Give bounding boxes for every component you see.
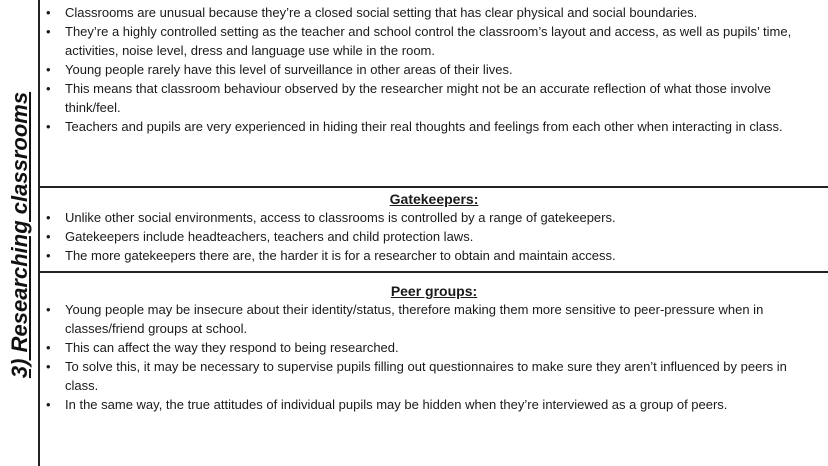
content-area [40, 0, 828, 466]
bullet-item: • Teachers and pupils are very experienced in hiding their real thoughts and feelings from each other when interacting in class. [40, 117, 828, 136]
bullet-item: • Unlike other social environments, access to classrooms is controlled by a range of gatekeepers. [40, 208, 828, 227]
bullet-item: • Young people may be insecure about their identity/status, therefore making them more sensitive to peer-pressure when in classes/friend groups at school. [40, 300, 828, 338]
peer-groups-section [40, 273, 828, 466]
bullet-item: • Classrooms are unusual because they’re a closed social setting that has clear physical and social boundaries. [40, 3, 828, 22]
section-heading: Peer groups: [390, 283, 478, 299]
bullet-item: • They’re a highly controlled setting as the teacher and school control the classroom’s layout and access, as well as pupils’ time, activities, noise level, dress and language use while in the room. [40, 22, 828, 60]
section-heading: Gatekeepers: [389, 191, 479, 207]
bullet-item: • Gatekeepers include headteachers, teachers and child protection laws. [40, 227, 828, 246]
bullet-list [40, 0, 828, 136]
vertical-title: 3) Researching classrooms [7, 91, 32, 379]
bullet-item: • To solve this, it may be necessary to supervise pupils filling out questionnaires to make sure they aren’t influenced by peers in class. [40, 357, 828, 395]
bullet-item: • In the same way, the true attitudes of individual pupils may be hidden when they’re interviewed as a group of peers. [40, 395, 828, 414]
bullet-item: • This means that classroom behaviour observed by the researcher might not be an accurate reflection of what those involve think/feel. [40, 79, 828, 117]
title-sidebar [0, 0, 40, 466]
bullet-list [40, 300, 828, 414]
bullet-item: • Young people rarely have this level of surveillance in other areas of their lives. [40, 60, 828, 79]
classroom-setting-section [40, 0, 828, 186]
gatekeepers-section [40, 186, 828, 273]
bullet-item: • This can affect the way they respond to being researched. [40, 338, 828, 357]
bullet-item: • The more gatekeepers there are, the harder it is for a researcher to obtain and maintain access. [40, 246, 828, 265]
bullet-list [40, 208, 828, 265]
